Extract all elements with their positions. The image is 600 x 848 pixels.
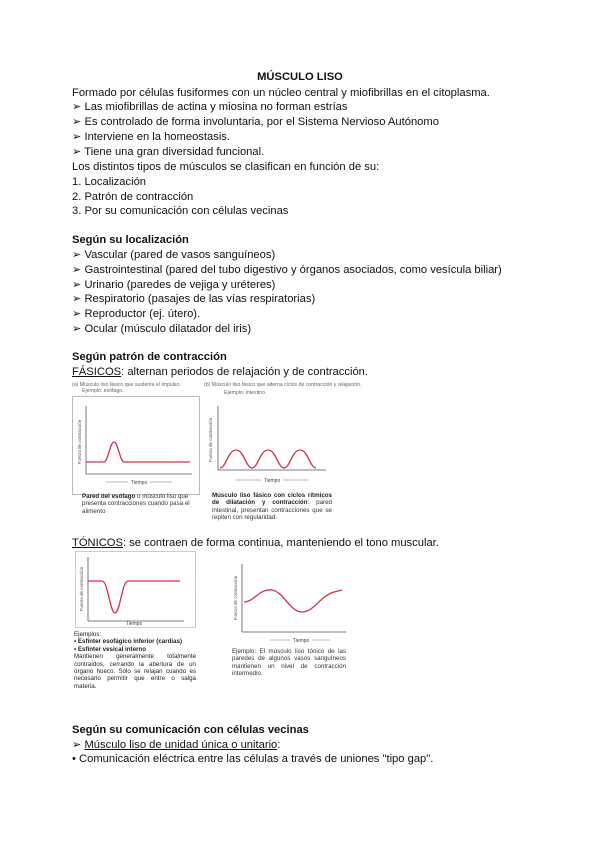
section-heading-localizacion: Según su localización: [72, 234, 189, 246]
unidad-unica-label: Músculo liso de unidad única o unitario: [84, 739, 278, 751]
figure-tonico-esfinter: [72, 551, 197, 709]
intro-line: 3. Por su comunicación con células vecinas: [72, 205, 289, 217]
figure-fasico-intestino: [200, 381, 362, 529]
section-heading-contraccion: Según patrón de contracción: [72, 351, 227, 363]
list-prefix: ➢: [72, 739, 85, 751]
tonicos-label: TÓNICOS: [72, 537, 123, 549]
tonicos-text: : se contraen de forma continua, manteniendo el tono muscular.: [122, 537, 439, 549]
figure-caption: Ejemplo: El músculo liso tónico de las paredes de algunos vasos sanguíneos mantienen un nivel de contracción intermedio.: [232, 648, 346, 678]
figure-header: (b) Músculo liso fásico que alterna ciclos de contracción y relajación.: [204, 382, 362, 388]
contraction-curve: [220, 450, 316, 468]
chart-tonico-d: [230, 560, 350, 645]
intro-line: 2. Patrón de contracción: [72, 191, 194, 203]
x-axis-label: Tiempo: [130, 480, 148, 486]
list-item: ➢ Vascular (pared de vasos sanguíneos): [72, 249, 276, 261]
bullet-item: • Comunicación eléctrica entre las células a través de uniones "tipo gap".: [72, 753, 434, 765]
intro-line: ➢ Tiene una gran diversidad funcional.: [72, 146, 265, 158]
figure-caption: [82, 493, 192, 515]
y-axis-label: Fuerza de contracción: [233, 575, 238, 621]
list-item: ➢ Ocular (músculo dilatador del iris): [72, 323, 252, 335]
intro-line: 1. Localización: [72, 176, 147, 188]
intro-line: Los distintos tipos de músculos se clasifican en función de su:: [72, 161, 380, 173]
y-axis-label: Fuerza de contracción: [208, 417, 213, 463]
chart-fasico-b: [202, 396, 342, 496]
example-bullet: • Esfínter esofágico inferior (cardias): [74, 638, 183, 646]
fasicos-line: [72, 365, 368, 379]
time-axis-c: [72, 617, 197, 627]
x-axis-label: Tiempo: [263, 478, 281, 484]
list-item: ➢ Urinario (paredes de vejiga y uréteres): [72, 279, 276, 291]
figure-header: (a) Músculo liso fásico que sustenta el impulso.: [72, 382, 181, 388]
fasicos-text: : alternan periodos de relajación y de contracción.: [121, 366, 369, 378]
caption-text: Mantienen generalmente totalmente contraídos, cerrando la abertura de un órgano hueco. Sólo se relajan cuando es necesario permitir que entre o salga materia.: [74, 653, 196, 690]
y-axis-label: Fuerza de contracción: [79, 566, 84, 612]
intro-line: Formado por células fusiformes con un núcleo central y miofibrillas en el citoplasma.: [72, 87, 490, 99]
intro-line: ➢ Es controlado de forma involuntaria, por el Sistema Nervioso Autónomo: [72, 116, 439, 128]
list-suffix: :: [277, 739, 281, 751]
tonicos-line: [72, 536, 439, 550]
y-axis-label: Fuerza de contracción: [77, 419, 82, 465]
x-axis-label: Tiempo: [125, 621, 143, 627]
example-bullet: • Esfínter vesical interno: [74, 645, 146, 653]
figure-tonico-vasos: [230, 560, 350, 688]
fasicos-label: FÁSICOS: [72, 366, 122, 378]
x-axis-label: Tiempo: [292, 638, 310, 644]
figure-header-example: Ejemplo: esófago.: [82, 388, 124, 394]
list-item: [72, 738, 280, 752]
caption-bold: Músculo liso fásico con ciclos rítmicos de dilatación y contracción: [212, 492, 332, 507]
intro-line: ➢ Interviene en la homeostasis.: [72, 131, 231, 143]
figure-caption: [212, 492, 332, 522]
chart-fasico-a: [72, 396, 202, 496]
figure-caption: [74, 631, 196, 690]
list-item: ➢ Gastrointestinal (pared del tubo digestivo y órganos asociados, como vesícula biliar): [72, 264, 502, 276]
caption-text: o músculo liso que presenta contracciones cuando pasa el alimento: [82, 493, 190, 515]
page-title: MÚSCULO LISO: [257, 71, 343, 83]
list-item: ➢ Reproductor (ej. útero).: [72, 308, 201, 320]
caption-bold: Pared del esófago: [82, 493, 136, 500]
figure-header-example: Ejemplo: intestino.: [224, 390, 267, 396]
figure-fasico-esofago: [72, 381, 202, 526]
examples-label: Ejemplos:: [74, 631, 102, 638]
caption-text: : pared intestinal, presentan contracciones que se repiten con regularidad.: [212, 499, 333, 522]
intro-line: ➢ Las miofibrillas de actina y miosina no forman estrías: [72, 101, 348, 113]
list-item: ➢ Respiratorio (pasajes de las vías respiratorias): [72, 293, 316, 305]
contraction-curve: [244, 590, 342, 612]
section-heading-comunicacion: Según su comunicación con células vecinas: [72, 724, 309, 736]
